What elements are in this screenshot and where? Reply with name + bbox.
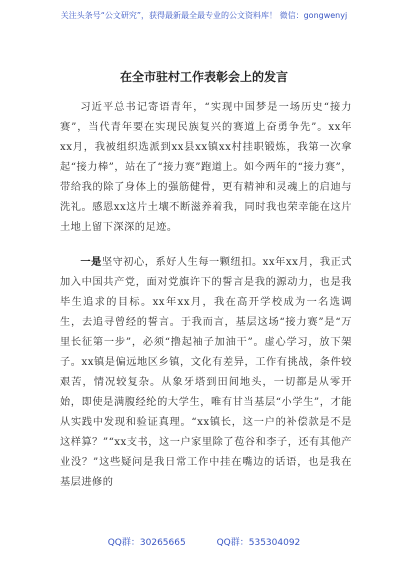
- paragraph-lead: 一是: [80, 256, 102, 268]
- document-body: [60, 98, 352, 507]
- page-footer: [0, 535, 408, 548]
- qq-group-2: QQ群：535304092: [216, 538, 301, 548]
- qq-group-1: QQ群：30265665: [107, 538, 186, 548]
- paragraph-point-one: [60, 252, 352, 493]
- page-header-banner: 关注头条号“公文研究”，获得最新最全最专业的公文资料库！ 微信：gongwenyj: [60, 11, 348, 20]
- document-title: 在全市驻村工作表彰会上的发言: [119, 70, 288, 84]
- paragraph-intro: 习近平总书记寄语青年，“实现中国梦是一场历史“接力赛”，当代青年要在实现民族复兴的赛道上奋勇争先”。xx年xx月，我被组织选派到xx县xx镇xx村挂职锻炼，我第一次拿起“接力棒”，站在了“接力赛”跑道上。如今两年的“接力赛”，带给我的除了身体上的强筋健骨，更有精神和灵魂上的启迪与洗礼。感恩xx这片土壤不断滋养着我，同时我也荣幸能在这片土地上留下深深的足迹。: [60, 102, 352, 233]
- paragraph-point-one-text: 坚守初心，系好人生每一颗纽扣。xx年xx月，我正式加入中国共产党，面对党旗许下的誓言是我的源动力，也是我毕生追求的目标。xx年xx月，我在高开学校成为一名选调生，去追寻曾经的誓言。于我而言，基层这场“接力赛”是“万里长征第一步”，必须“撸起袖子加油干”。虚心学习，放下架子。xx镇是偏远地区乡镇，文化有差异，工作有挑战，条件较艰苦，情况较复杂。从象牙塔到田间地头，一切都是从零开始，即使是满腹经纶的大学生，唯有甘当基层“小学生”，才能从实践中发现和验证真理。“xx镇长，这一户的补偿款是不是这样算？”“xx支书，这一户家里除了苞谷和李子，还有其他产业没？”这些疑问是我日常工作中挂在嘴边的话语，也是我在基层进修的: [60, 257, 353, 488]
